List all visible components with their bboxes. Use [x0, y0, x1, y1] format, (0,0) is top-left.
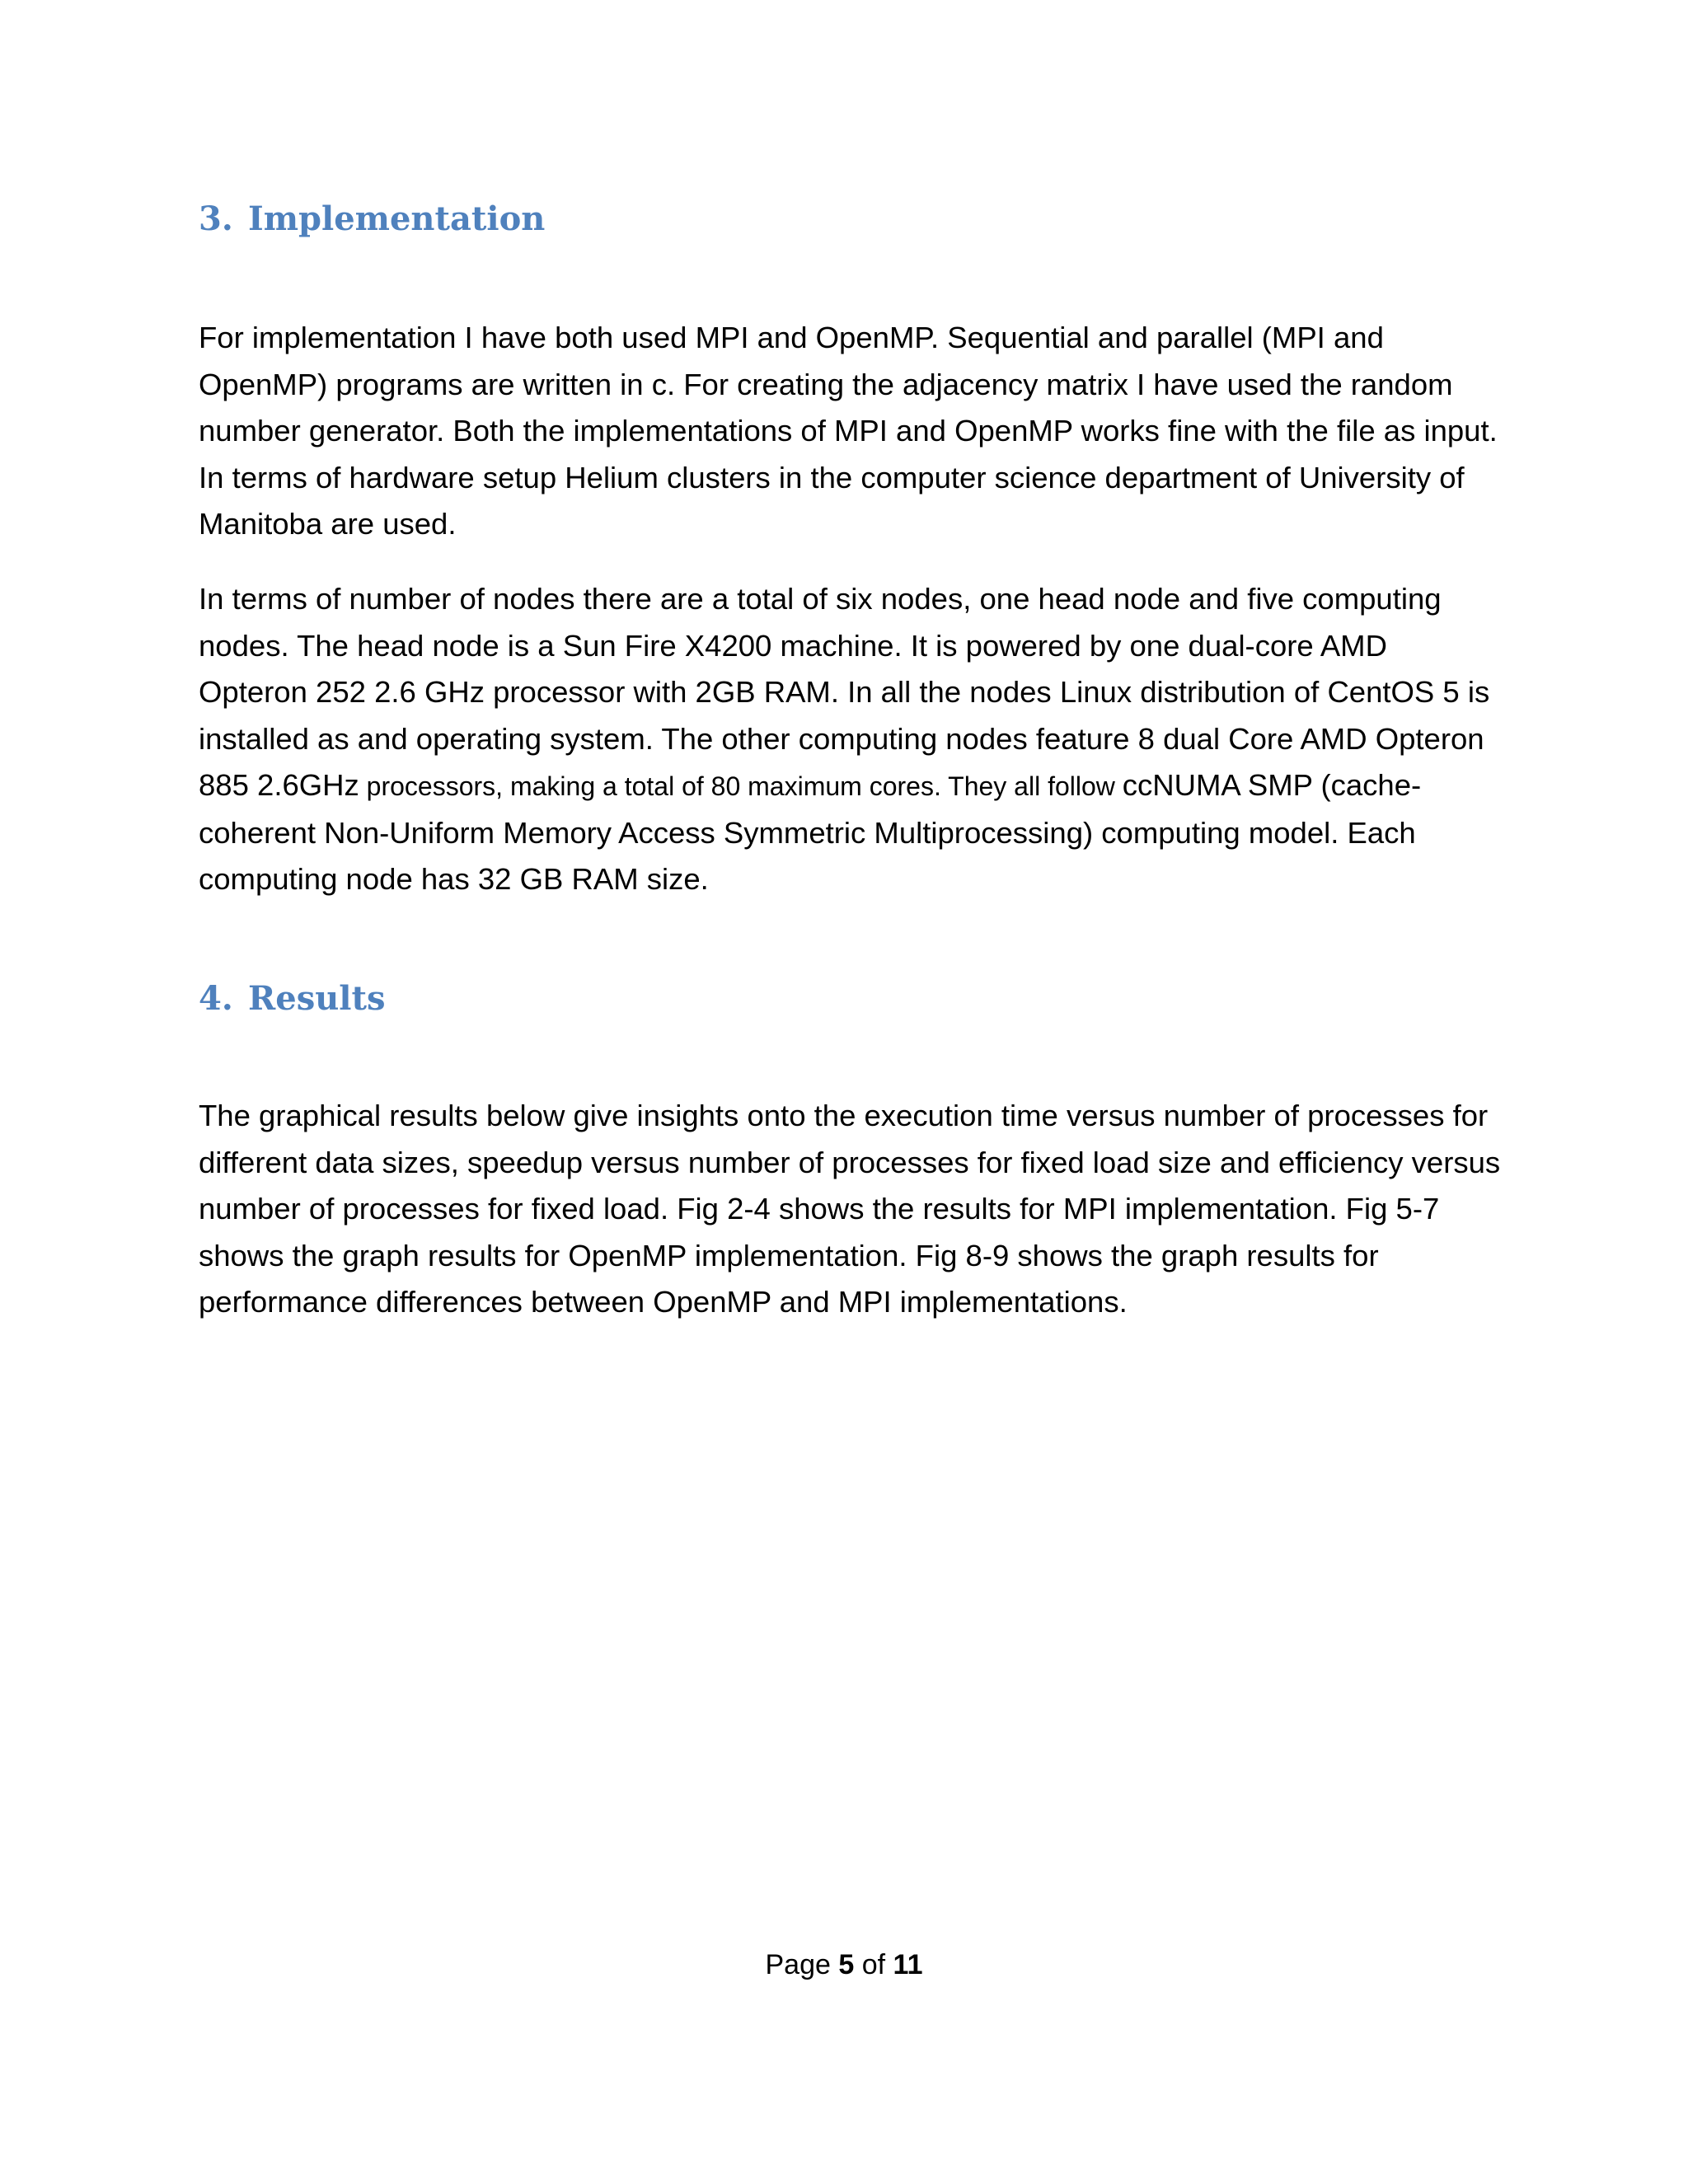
- section-number: 4.: [199, 979, 233, 1018]
- implementation-paragraph-2: [199, 576, 1501, 903]
- paragraph-text-part: In terms of number of nodes there are a total of six nodes, one head node and five computing nodes. The head node is a Sun Fire X4200 machine. It is powered by one dual-core AMD Opteron 252 2.6 GHz processor with 2GB RAM. In all the nodes Linux distribution of CentOS 5 is installed as and operating system. The other computing nodes feature 8 dual Core AMD Opteron 885 2.6GHz: [199, 582, 1490, 802]
- section-heading-implementation: [199, 198, 545, 241]
- page-footer: [0, 1947, 1688, 1983]
- page-of-label: of: [861, 1949, 886, 1980]
- section-number: 3.: [199, 199, 233, 238]
- total-page-count: 11: [893, 1949, 923, 1980]
- current-page-number: 5: [838, 1949, 855, 1980]
- section-heading-results: [199, 977, 385, 1020]
- paragraph-text-part-small: processors, making a total of 80 maximum cores. They all follow: [359, 771, 1123, 801]
- implementation-paragraph-1: For implementation I have both used MPI and OpenMP. Sequential and parallel (MPI and OpenMP) programs are written in c. For creating the adjacency matrix I have used the random number generator. Both the implementations of MPI and OpenMP works fine with the file as input. In terms of hardware setup Helium clusters in the computer science department of University of Manitoba are used.: [199, 321, 1498, 541]
- paragraph-text-part: ccNUMA SMP (cache-coherent Non-Uniform Memory Access Symmetric Multiprocessing) computing model. Each computing node has 32 GB RAM size.: [199, 768, 1422, 896]
- page-label: Page: [765, 1949, 831, 1980]
- results-paragraph: The graphical results below give insights onto the execution time versus number of processes for different data sizes, speedup versus number of processes for fixed load size and efficiency versus number of processes for fixed load. Fig 2-4 shows the results for MPI implementation. Fig 5-7 shows the graph results for OpenMP implementation. Fig 8-9 shows the graph results for performance differences between OpenMP and MPI implementations.: [199, 1099, 1501, 1319]
- section-title: Implementation: [248, 199, 546, 238]
- section-title: Results: [248, 979, 386, 1018]
